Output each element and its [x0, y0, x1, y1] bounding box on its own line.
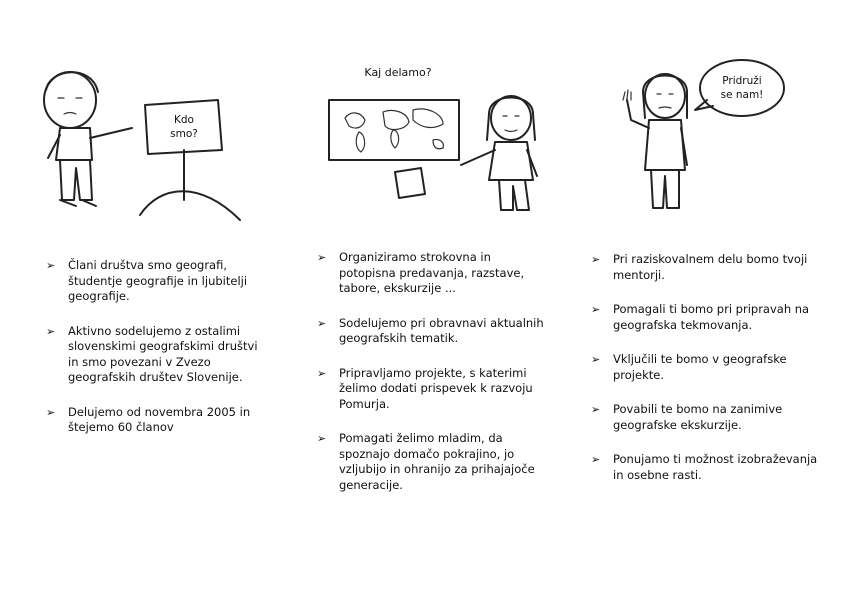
panel-join-us [567, 0, 850, 601]
list-item: ➢ Povabili te bomo na zanimive geografske ekskurzije. [591, 402, 783, 432]
list-item: ➢ Vključili te bomo v geografske projekte. [591, 352, 787, 382]
arrow-bullet-icon: ➢ [591, 303, 601, 316]
illustration-girl-with-map [283, 0, 567, 240]
panel-what-we-do [283, 0, 567, 601]
bullet-list [591, 252, 823, 502]
arrow-bullet-icon: ➢ [317, 432, 327, 445]
illustration-girl-waving [567, 0, 850, 240]
list-item: ➢ Ponujamo ti možnost izobraževanja in osebne rasti. [591, 452, 818, 482]
arrow-bullet-icon: ➢ [591, 353, 601, 366]
sign-text: Kdo smo? [170, 114, 198, 140]
boy-figure [44, 72, 132, 206]
world-map-board [329, 100, 459, 160]
book [395, 168, 425, 198]
arrow-bullet-icon: ➢ [46, 259, 56, 272]
list-item: ➢ Delujemo od novembra 2005 in štejemo 60 članov [46, 404, 251, 434]
list-item: ➢ Pri raziskovalnem delu bomo tvoji mentorji. [591, 252, 808, 282]
bullet-list [46, 258, 261, 455]
bullet-list [317, 250, 549, 512]
arrow-bullet-icon: ➢ [46, 405, 56, 419]
list-item: ➢ Pomagati želimo mladim, da spoznajo domačo pokrajino, jo vzljubijo in ohranijo za prihajajoče generacije. [317, 431, 535, 492]
list-item: ➢ Pripravljamo projekte, s katerimi želimo dodati prispevek k razvoju Pomurja. [317, 365, 533, 411]
arrow-bullet-icon: ➢ [46, 324, 56, 338]
bubble-text: Pridruži se nam! [720, 75, 764, 101]
list-item: ➢ Pomagali ti bomo pri pripravah na geografska tekmovanja. [591, 302, 810, 332]
girl-waving-figure [623, 74, 687, 208]
arrow-bullet-icon: ➢ [591, 453, 601, 466]
illustration-boy-with-sign [0, 0, 283, 240]
list-item: ➢ Aktivno sodelujemo z ostalimi slovenskimi geografskimi društvi in smo povezani v Zvezo geografskih društev Slovenije. [46, 323, 258, 384]
list-item: ➢ Sodelujemo pri obravnavi aktualnih geografskih tematik. [317, 315, 544, 345]
arrow-bullet-icon: ➢ [591, 403, 601, 416]
list-item: ➢ Organiziramo strokovna in potopisna predavanja, razstave, tabore, ekskurzije ... [317, 250, 525, 295]
arrow-bullet-icon: ➢ [317, 251, 327, 264]
list-item: ➢ Člani društva smo geografi, študentje geografije in ljubitelji geografije. [46, 258, 248, 303]
caption-what-we-do: Kaj delamo? [364, 66, 432, 79]
arrow-bullet-icon: ➢ [591, 253, 601, 266]
arrow-bullet-icon: ➢ [317, 316, 327, 330]
panel-who-we-are [0, 0, 283, 601]
arrow-bullet-icon: ➢ [317, 366, 327, 380]
girl-figure [461, 96, 537, 210]
